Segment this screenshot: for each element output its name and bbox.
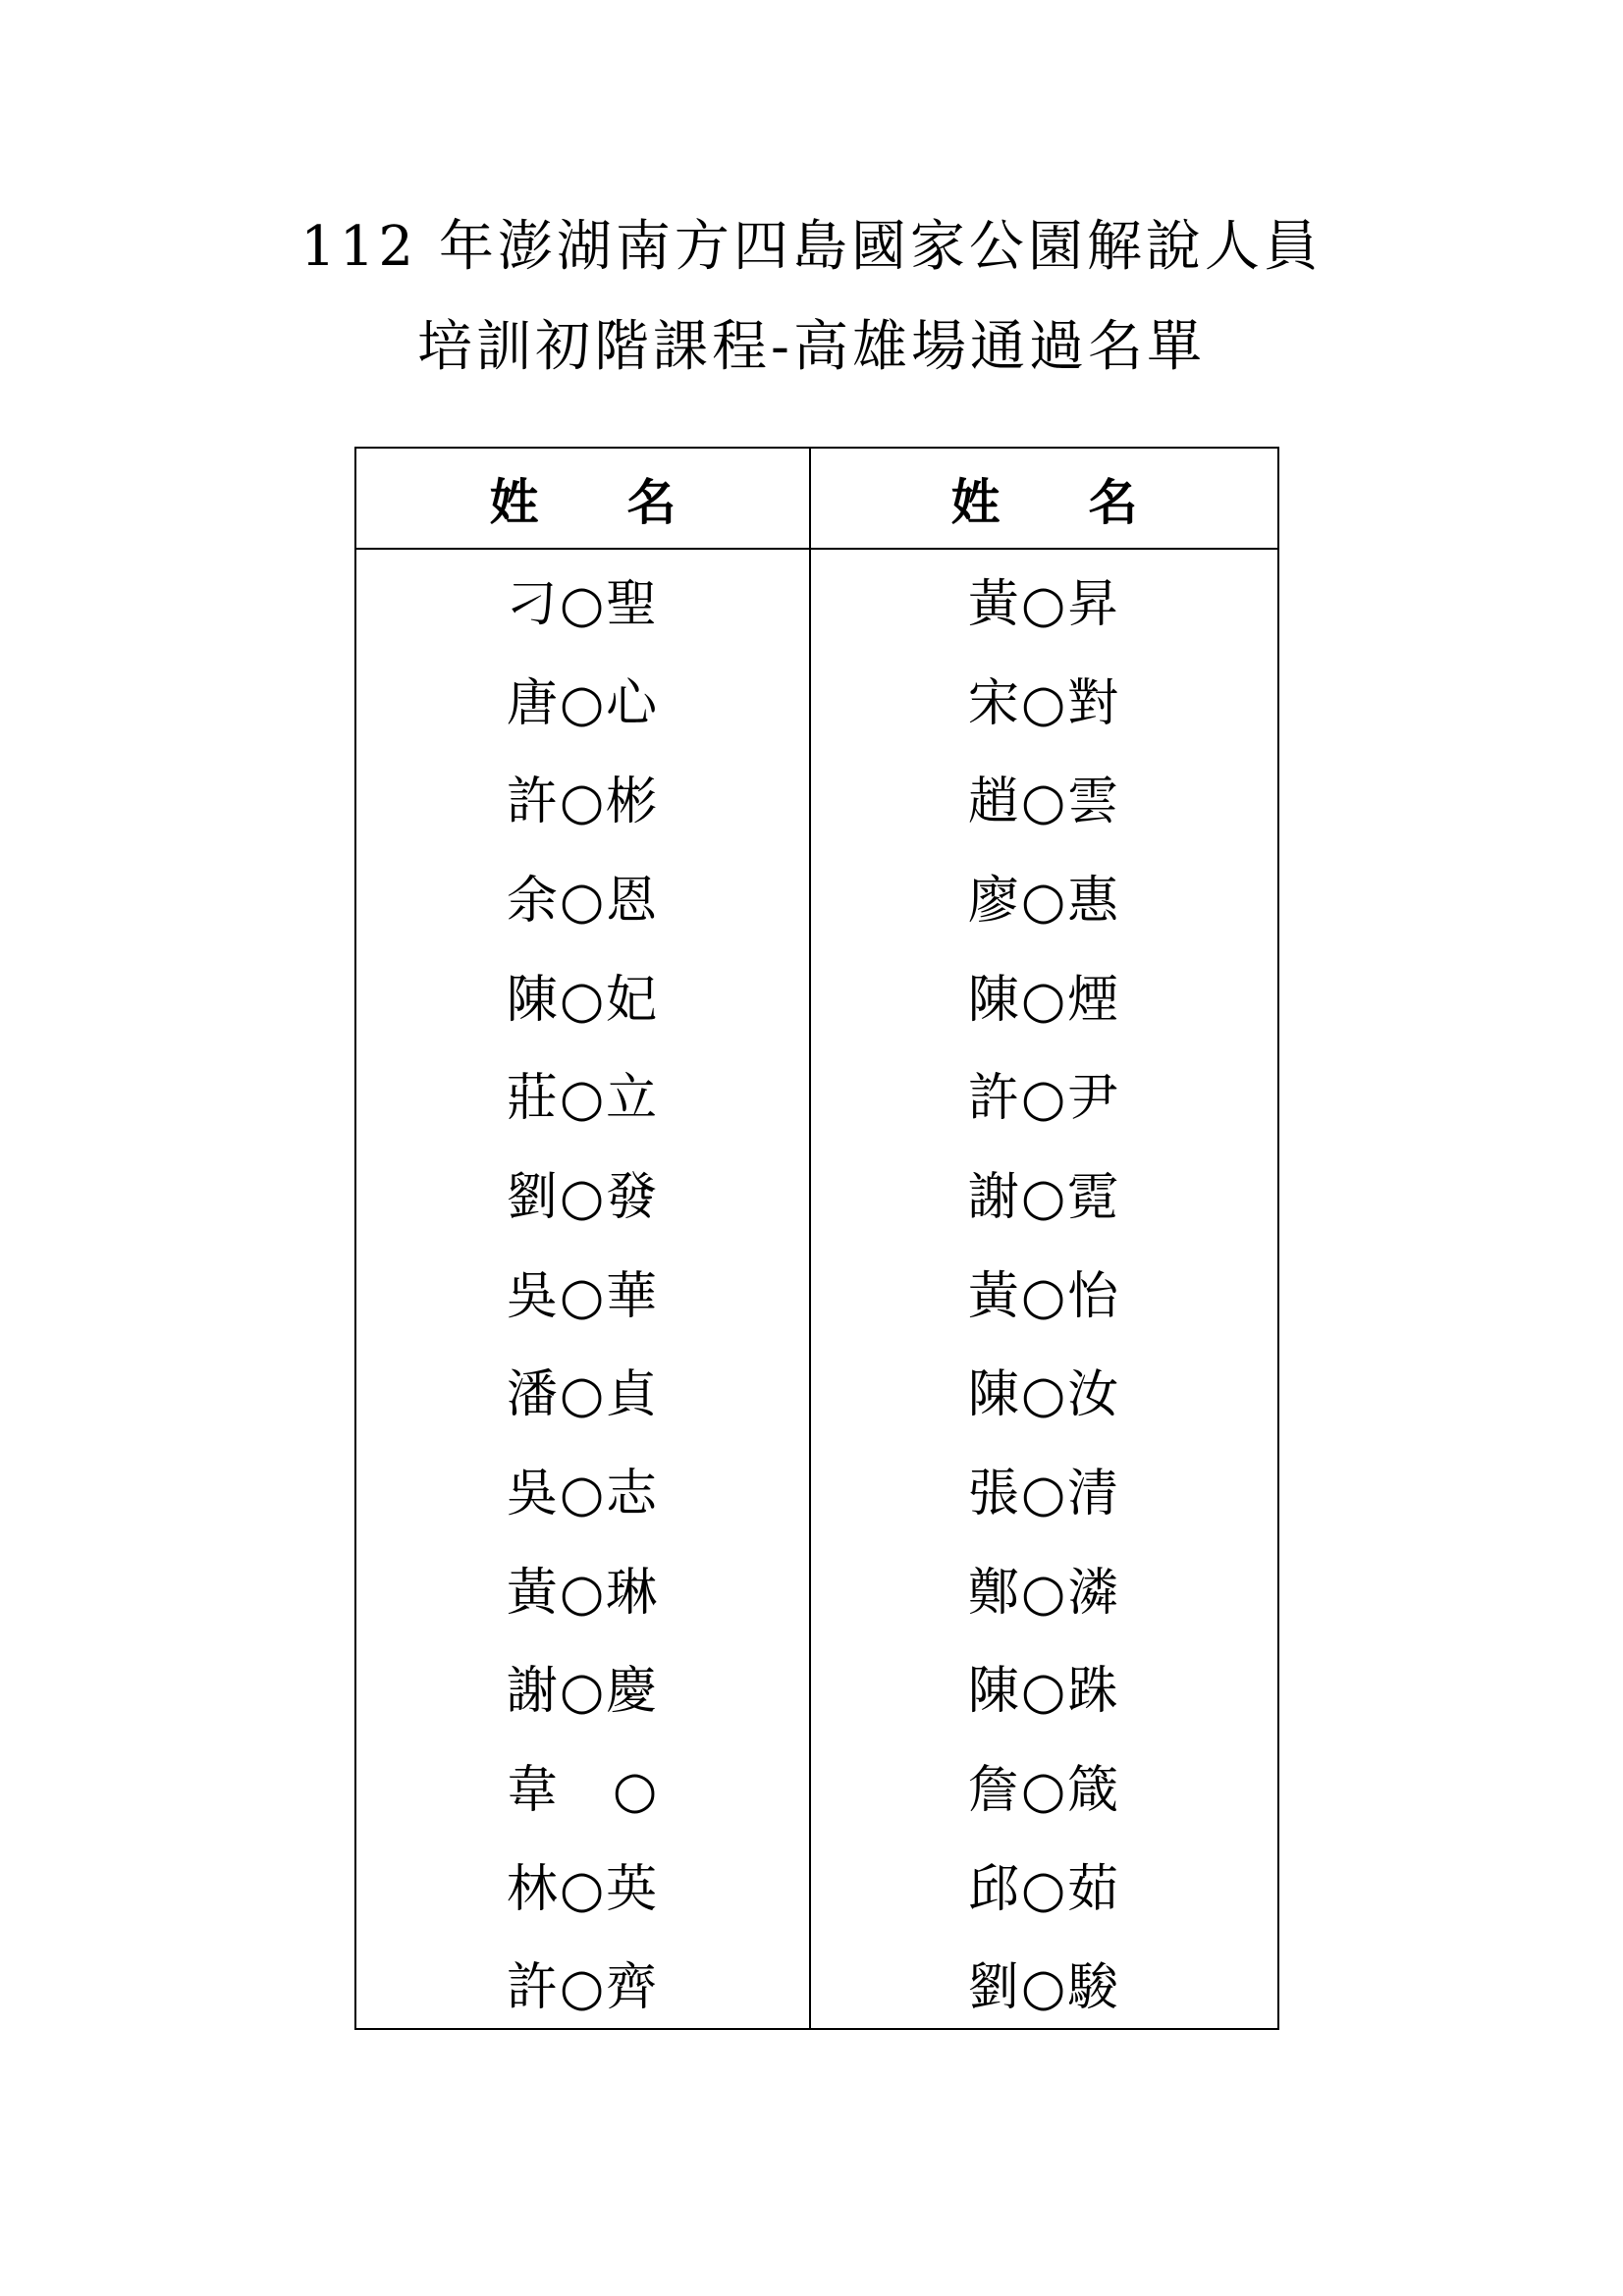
name-entry: 唐○心	[506, 673, 660, 733]
name-entry: 劉○發	[506, 1167, 660, 1227]
right-name-list	[811, 550, 1277, 2032]
name-entry: 張○清	[967, 1465, 1121, 1524]
name-entry: 許○尹	[967, 1069, 1121, 1129]
name-entry: 陳○汝	[967, 1365, 1121, 1425]
name-entry: 吳○志	[506, 1465, 660, 1524]
name-entry: 趙○雲	[967, 773, 1121, 832]
document-title-line-2: 培訓初階課程-高雄場通過名單	[417, 315, 1206, 379]
name-entry: 謝○霓	[967, 1167, 1121, 1227]
name-entry: 林○英	[506, 1859, 660, 1919]
left-name-list	[356, 550, 809, 2032]
name-entry: 潘○貞	[506, 1365, 660, 1425]
right-column-header: 姓 名	[950, 472, 1158, 531]
document-title-line-1: 112 年澎湖南方四島國家公園解說人員	[300, 215, 1323, 279]
name-entry: 吳○華	[506, 1266, 660, 1326]
name-entry: 宋○對	[967, 673, 1121, 733]
name-entry: 刁○聖	[506, 574, 660, 634]
name-entry: 謝○慶	[506, 1662, 660, 1722]
left-column-header: 姓 名	[489, 472, 696, 531]
name-entry: 陳○煙	[967, 970, 1121, 1030]
name-entry: 陳○跦	[967, 1662, 1121, 1722]
name-entry: 黃○琳	[506, 1563, 660, 1623]
name-entry: 鄭○潾	[967, 1563, 1121, 1623]
roster-table	[354, 447, 1279, 2030]
name-entry: 詹○箴	[967, 1761, 1121, 1821]
name-entry: 廖○惠	[967, 871, 1121, 931]
name-entry: 黃○怡	[967, 1266, 1121, 1326]
name-entry: 余○恩	[506, 871, 660, 931]
name-entry: 邱○茹	[967, 1859, 1121, 1919]
name-entry: 莊○立	[506, 1069, 660, 1129]
name-entry: 黃○昇	[967, 574, 1121, 634]
name-entry: 劉○駿	[967, 1958, 1121, 2018]
name-entry: 陳○妃	[506, 970, 660, 1030]
name-entry: 許○彬	[506, 773, 660, 832]
name-entry: 許○齊	[506, 1958, 660, 2018]
name-entry: 韋 ○	[506, 1761, 660, 1821]
